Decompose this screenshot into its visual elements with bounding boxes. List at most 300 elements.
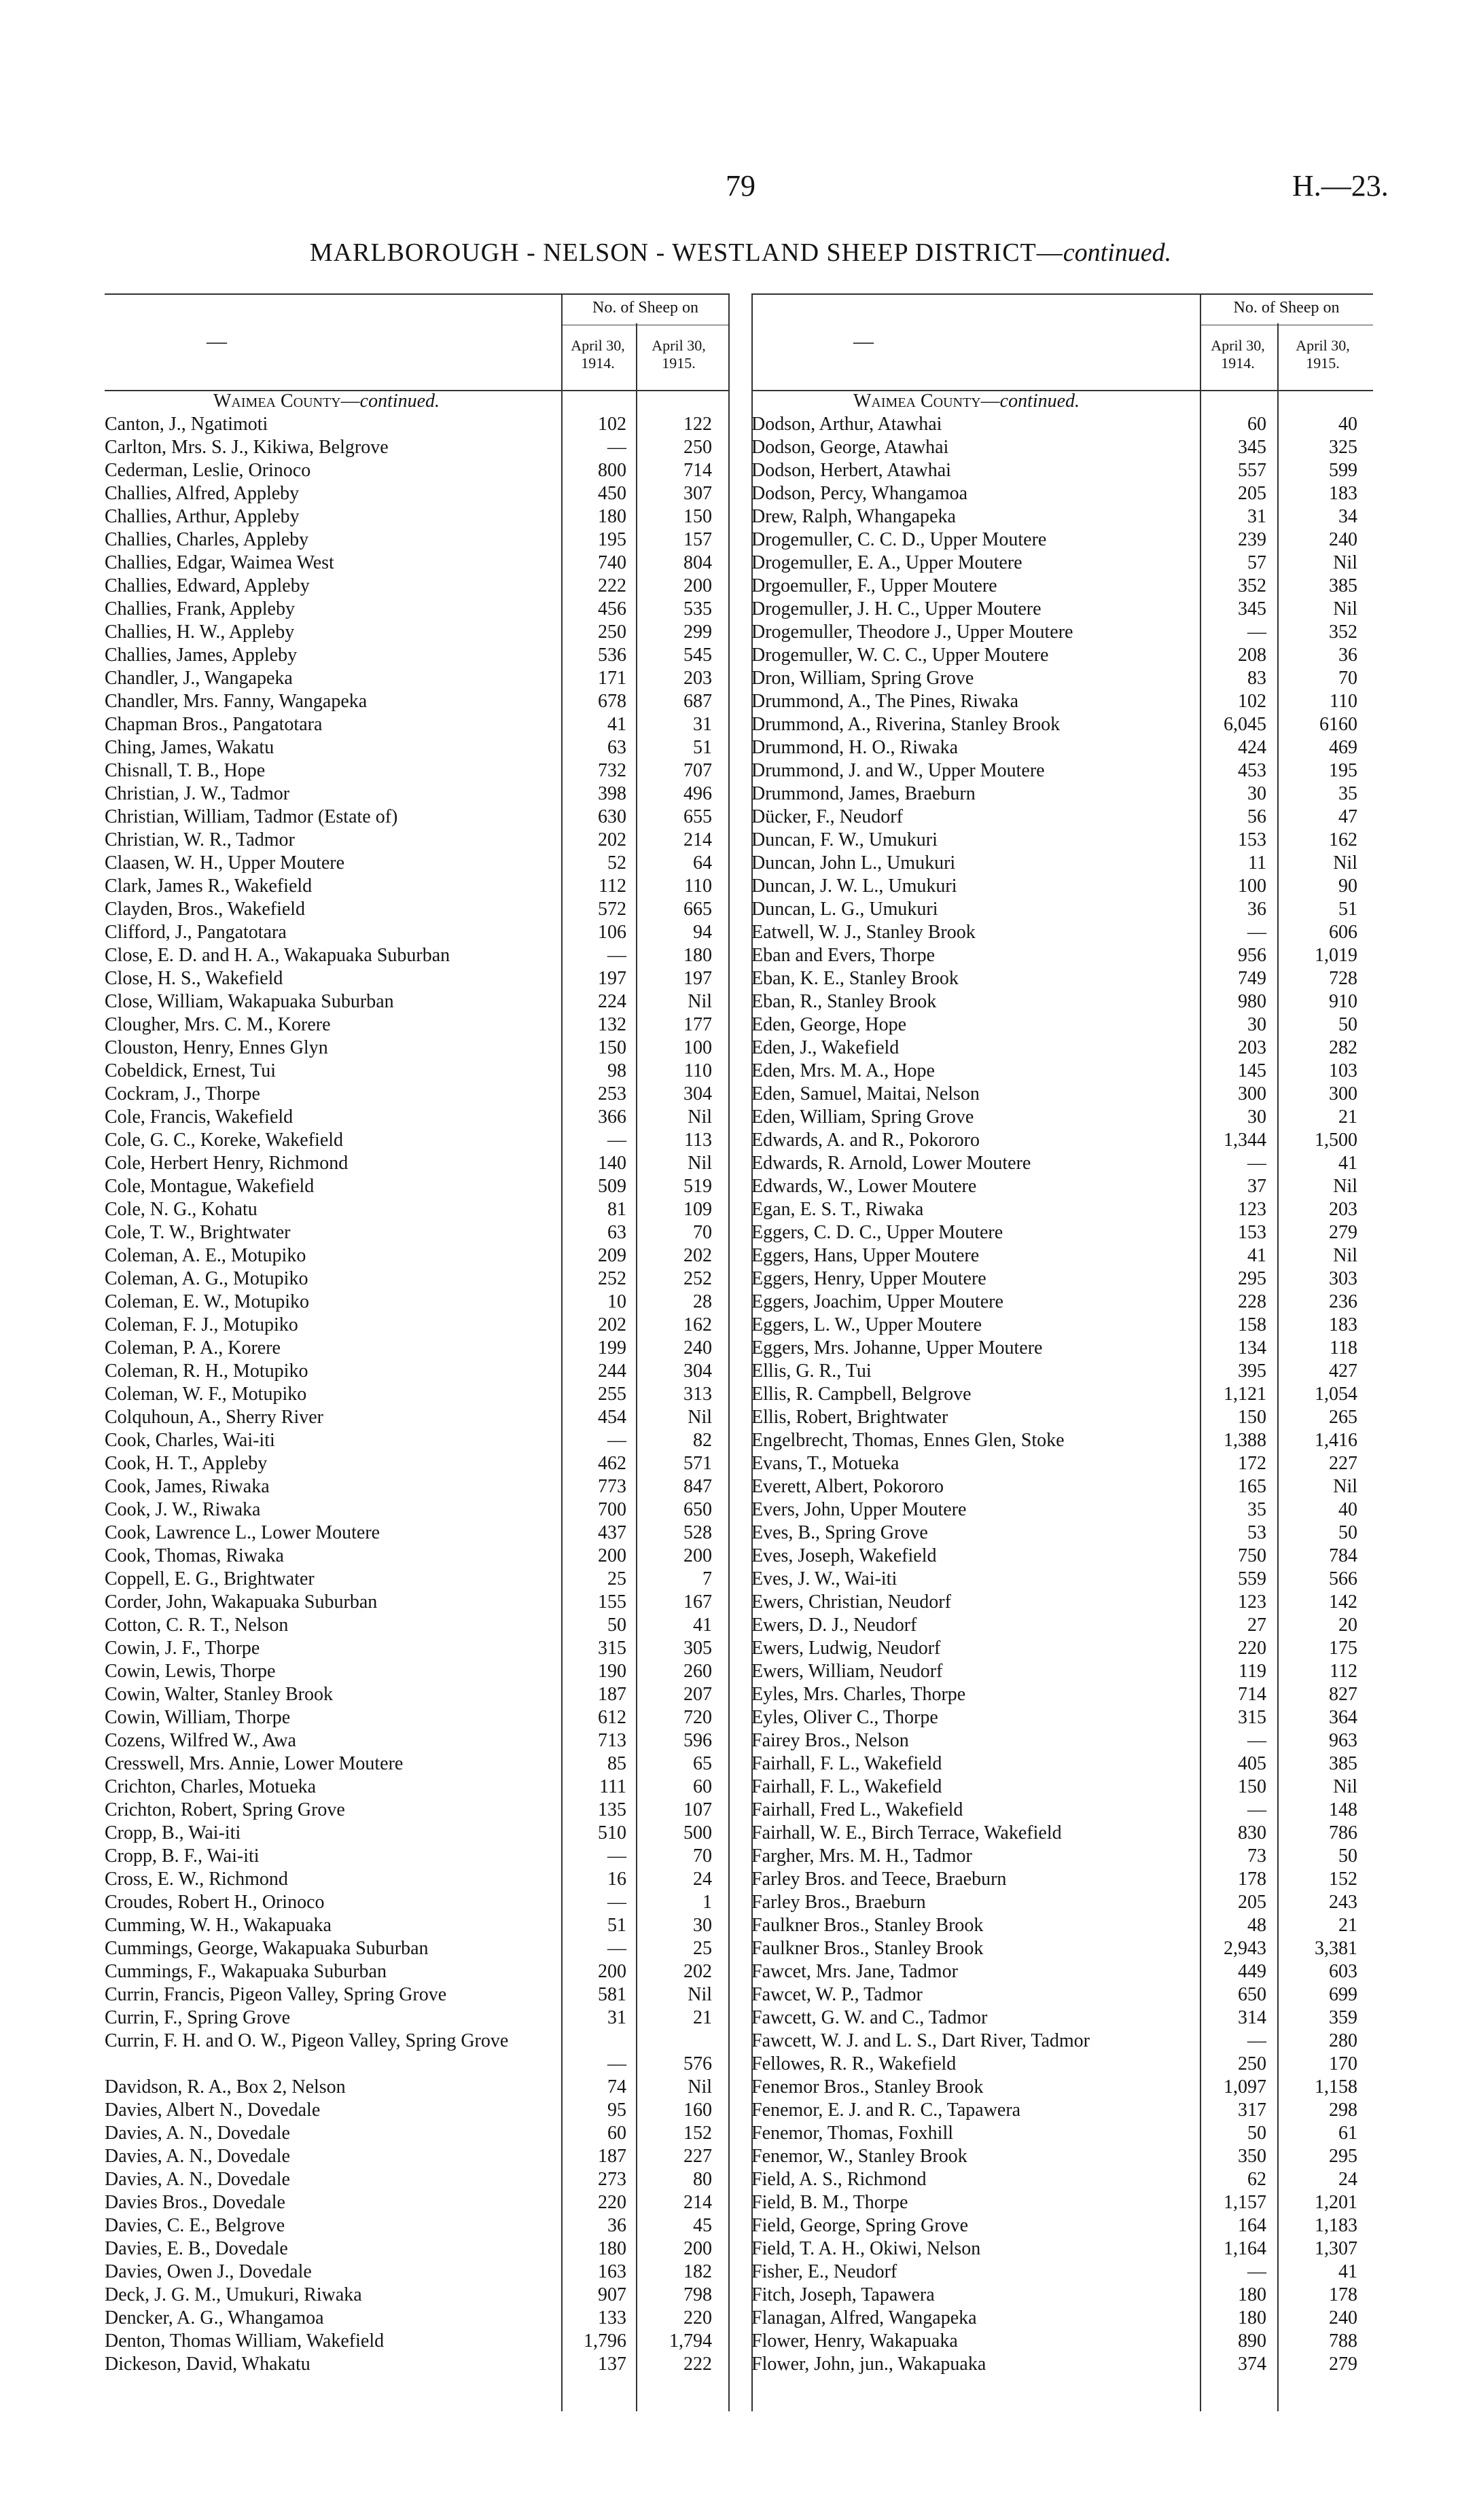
table-row: [751, 1406, 1373, 1429]
right-table: [751, 293, 1373, 2411]
sheep-1914: 187: [598, 2146, 626, 2167]
table-row: [751, 806, 1373, 829]
sheep-1914: 405: [1238, 1753, 1266, 1774]
table-row: [751, 2307, 1373, 2330]
table-row: [751, 1568, 1373, 1591]
table-row: [105, 1891, 730, 1914]
table-row: [751, 575, 1373, 598]
sheep-1914: 220: [598, 2192, 626, 2213]
table-row: [751, 852, 1373, 875]
table-row: [105, 1429, 730, 1452]
sheep-1914: 700: [598, 1499, 626, 1520]
sheep-1914: 273: [598, 2169, 626, 2190]
sheep-1915: 207: [683, 1684, 712, 1705]
table-row: [105, 759, 730, 782]
owner-name: Deck, J. G. M., Umukuri, Riwaka: [105, 2284, 362, 2305]
sheep-1914: 350: [1238, 2146, 1266, 2167]
owner-name: Fitch, Joseph, Tapawera: [751, 2284, 935, 2305]
sheep-1915: 606: [1329, 922, 1357, 943]
sheep-1914: 60: [607, 2123, 626, 2144]
sheep-1914: 650: [1238, 1984, 1266, 2005]
sheep-1915: Nil: [1333, 1776, 1357, 1797]
table-row: [751, 2053, 1373, 2076]
sheep-1915: 118: [1330, 1337, 1357, 1358]
sheep-1914: 190: [598, 1661, 626, 1682]
owner-name: Coleman, R. H., Motupiko: [105, 1361, 308, 1382]
table-row: [105, 2168, 730, 2191]
table-row: [751, 1198, 1373, 1221]
table-row: [751, 2214, 1373, 2237]
table-row: [105, 1314, 730, 1337]
owner-name: Cropp, B. F., Wai-iti: [105, 1846, 260, 1867]
sheep-1914: 31: [1247, 506, 1266, 527]
sheep-1914: 202: [598, 1314, 626, 1335]
owner-name: Cropp, B., Wai-iti: [105, 1822, 241, 1843]
owner-name: Cross, E. W., Richmond: [105, 1869, 288, 1890]
owner-name: Dencker, A. G., Whangamoa: [105, 2307, 324, 2328]
owner-name: Evers, John, Upper Moutere: [751, 1499, 967, 1520]
right-county-suffix: continued.: [999, 391, 1080, 412]
sheep-1915: 240: [1329, 2307, 1357, 2328]
owner-name: Carlton, Mrs. S. J., Kikiwa, Belgrove: [105, 437, 389, 458]
table-row: [751, 1221, 1373, 1244]
sheep-1915: 40: [1338, 414, 1357, 435]
sheep-1915: 177: [683, 1014, 712, 1035]
sheep-1915: 665: [683, 899, 712, 920]
table-row: [751, 1060, 1373, 1083]
owner-name: Cotton, C. R. T., Nelson: [105, 1615, 289, 1636]
table-row: [105, 690, 730, 713]
owner-name: Coleman, A. E., Motupiko: [105, 1245, 306, 1266]
sheep-1915: 788: [1329, 2330, 1357, 2352]
table-row: [105, 829, 730, 852]
sheep-1914: —: [607, 1892, 626, 1913]
sheep-1914: —: [607, 1430, 626, 1451]
table-row: [105, 1914, 730, 1937]
sheep-1915: 162: [683, 1314, 712, 1335]
owner-name: Christian, J. W., Tadmor: [105, 783, 290, 804]
owner-name: Fairhall, W. E., Birch Terrace, Wakefield: [751, 1822, 1062, 1843]
owner-name: Cook, J. W., Riwaka: [105, 1499, 261, 1520]
sheep-1915: Nil: [1333, 852, 1357, 874]
sheep-1915: 34: [1338, 506, 1357, 527]
sheep-1915: 28: [693, 1291, 712, 1312]
owner-name: Eden, George, Hope: [751, 1014, 907, 1035]
sheep-1915: 200: [683, 575, 712, 596]
sheep-1915: 784: [1329, 1545, 1357, 1566]
sheep-1915: 35: [1338, 783, 1357, 804]
table-row: [751, 1267, 1373, 1291]
sheep-1914: 150: [598, 1037, 626, 1058]
owner-name: Ellis, G. R., Tui: [751, 1361, 872, 1382]
sheep-1915: Nil: [688, 991, 712, 1012]
owner-name: Chandler, Mrs. Fanny, Wangapeka: [105, 691, 368, 712]
table-row: [105, 1845, 730, 1868]
sheep-1915: 110: [1330, 691, 1357, 712]
owner-name: Field, George, Spring Grove: [751, 2215, 969, 2236]
owner-name: Close, E. D. and H. A., Wakapuaka Suburban: [105, 945, 450, 966]
table-row: [105, 1244, 730, 1267]
sheep-1915: 180: [683, 945, 712, 966]
owner-name: Close, William, Wakapuaka Suburban: [105, 991, 394, 1012]
owner-name: Edwards, R. Arnold, Lower Moutere: [751, 1153, 1031, 1174]
table-row: [105, 1013, 730, 1037]
table-row: [105, 1360, 730, 1383]
sheep-1915: 41: [1338, 2261, 1357, 2282]
owner-name: Dücker, F., Neudorf: [751, 806, 903, 827]
table-row: [105, 2261, 730, 2284]
owner-name: Currin, F., Spring Grove: [105, 2007, 291, 2028]
owner-name: Eves, J. W., Wai-iti: [751, 1568, 897, 1589]
table-row: [751, 921, 1373, 944]
owner-name: Duncan, John L., Umukuri: [751, 852, 956, 874]
sheep-1914: 135: [598, 1799, 626, 1820]
table-row: [105, 713, 730, 736]
sheep-1915: 305: [683, 1638, 712, 1659]
sheep-1915: 41: [1338, 1153, 1357, 1174]
table-row: [751, 1752, 1373, 1776]
sheep-1915: 25: [693, 1938, 712, 1959]
sheep-1914: 106: [598, 922, 626, 943]
owner-name: Edwards, W., Lower Moutere: [751, 1176, 977, 1197]
table-row: [105, 1706, 730, 1729]
table-row: [751, 1545, 1373, 1568]
table-row: [751, 552, 1373, 575]
sheep-1914: 714: [1238, 1684, 1266, 1705]
table-row: [751, 1914, 1373, 1937]
sheep-1915: 162: [1329, 829, 1357, 850]
sheep-1914: —: [607, 437, 626, 458]
table-row: [105, 1683, 730, 1706]
sheep-1915: 303: [1329, 1268, 1357, 1289]
owner-name: Eatwell, W. J., Stanley Brook: [751, 922, 976, 943]
sheep-1914: 205: [1238, 483, 1266, 504]
owner-name: Coleman, P. A., Korere: [105, 1337, 281, 1358]
sheep-1914: 165: [1238, 1476, 1266, 1497]
table-row: [751, 1106, 1373, 1129]
sheep-1914: 1,157: [1224, 2192, 1266, 2213]
sheep-1915: 170: [1329, 2053, 1357, 2074]
sheep-1914: 180: [1238, 2284, 1266, 2305]
table-row: [751, 436, 1373, 459]
table-row: [105, 1291, 730, 1314]
owner-name: Duncan, J. W. L., Umukuri: [751, 876, 957, 897]
table-row: [105, 1152, 730, 1175]
sheep-1915: 142: [1329, 1591, 1357, 1613]
sheep-1915: 576: [683, 2053, 712, 2074]
sheep-1915: 1: [702, 1892, 712, 1913]
sheep-1914: 1,388: [1224, 1430, 1266, 1451]
owner-name: Field, A. S., Richmond: [751, 2169, 927, 2190]
sheep-1914: 907: [598, 2284, 626, 2305]
sheep-1915: 36: [1338, 645, 1357, 666]
sheep-1915: 50: [1338, 1522, 1357, 1543]
owner-name: Drogemuller, J. H. C., Upper Moutere: [751, 598, 1042, 619]
table-row: [751, 1314, 1373, 1337]
sheep-1915: 469: [1329, 737, 1357, 758]
owner-name: Eggers, C. D. C., Upper Moutere: [751, 1222, 1003, 1243]
sheep-1914: —: [1247, 1730, 1266, 1751]
owner-name: Eden, Samuel, Maitai, Nelson: [751, 1083, 980, 1104]
sheep-1914: —: [607, 2053, 626, 2074]
owner-name: Ewers, Ludwig, Neudorf: [751, 1638, 941, 1659]
table-row: [751, 2006, 1373, 2030]
owner-name: Coleman, A. G., Motupiko: [105, 1268, 308, 1289]
sheep-1914: 250: [1238, 2053, 1266, 2074]
sheep-1915: 45: [693, 2215, 712, 2236]
sheep-1915: 214: [683, 2192, 712, 2213]
owner-name: Drogemuller, E. A., Upper Moutere: [751, 552, 1022, 573]
owner-name: Claasen, W. H., Upper Moutere: [105, 852, 345, 874]
sheep-1914: 60: [1247, 414, 1266, 435]
sheep-1915: 535: [683, 598, 712, 619]
sheep-1915: Nil: [1333, 598, 1357, 619]
table-row: [105, 1060, 730, 1083]
owner-name: Fargher, Mrs. M. H., Tadmor: [751, 1846, 972, 1867]
owner-name: Clifford, J., Pangatotara: [105, 922, 287, 943]
table-row: [751, 598, 1373, 621]
sheep-1915: 279: [1329, 1222, 1357, 1243]
right-rows: [751, 390, 1373, 2376]
owner-name: Cummings, George, Wakapuaka Suburban: [105, 1938, 429, 1959]
sheep-1914: 95: [607, 2100, 626, 2121]
sheep-1915: 100: [683, 1037, 712, 1058]
sheep-1915: 804: [683, 552, 712, 573]
sheep-1914: 395: [1238, 1361, 1266, 1382]
sheep-1914: —: [1247, 1799, 1266, 1820]
table-row: [751, 1683, 1373, 1706]
right-header-group: No. of Sheep on: [1233, 299, 1340, 317]
sheep-1914: 732: [598, 760, 626, 781]
owner-name: Currin, Francis, Pigeon Valley, Spring Grove: [105, 1984, 447, 2005]
owner-name: Cockram, J., Thorpe: [105, 1083, 260, 1104]
sheep-1915: 227: [683, 2146, 712, 2167]
sheep-1914: 300: [1238, 1083, 1266, 1104]
table-row: [105, 736, 730, 759]
sheep-1915: 60: [693, 1776, 712, 1797]
sheep-1915: Nil: [1333, 552, 1357, 573]
table-row: [105, 990, 730, 1013]
sheep-1914: 228: [1238, 1291, 1266, 1312]
sheep-1914: 41: [1247, 1245, 1266, 1266]
owner-name: Clouston, Henry, Ennes Glyn: [105, 1037, 328, 1058]
table-row: [751, 1591, 1373, 1614]
owner-name: Everett, Albert, Pokororo: [751, 1476, 944, 1497]
table-row: [105, 482, 730, 505]
owner-name: Fawcet, Mrs. Jane, Tadmor: [751, 1961, 958, 1982]
sheep-1914: 749: [1238, 968, 1266, 989]
sheep-1914: 102: [1238, 691, 1266, 712]
sheep-1915: 827: [1329, 1684, 1357, 1705]
sheep-1915: 109: [683, 1199, 712, 1220]
sheep-1914: 51: [607, 1915, 626, 1936]
sheep-1914: 366: [598, 1106, 626, 1128]
owner-name: Colquhoun, A., Sherry River: [105, 1407, 323, 1428]
sheep-1914: 2,943: [1224, 1938, 1266, 1959]
sheep-1915: 70: [1338, 668, 1357, 689]
owner-name: Fawcett, G. W. and C., Tadmor: [751, 2007, 988, 2028]
table-row: [105, 1637, 730, 1660]
sheep-1915: 30: [693, 1915, 712, 1936]
table-row: [105, 2122, 730, 2145]
owner-name: Davies, Owen J., Dovedale: [105, 2261, 312, 2282]
owner-name: Chapman Bros., Pangatotara: [105, 714, 323, 735]
table-row: [751, 413, 1373, 436]
sheep-1914: 581: [598, 1984, 626, 2005]
sheep-1915: 227: [1329, 1453, 1357, 1474]
sheep-1914: 62: [1247, 2169, 1266, 2190]
sheep-1915: 352: [1329, 622, 1357, 643]
owner-name: Cowin, Lewis, Thorpe: [105, 1661, 276, 1682]
sheep-1914: 199: [598, 1337, 626, 1358]
sheep-1914: —: [607, 1130, 626, 1151]
table-row: [751, 1083, 1373, 1106]
owner-name: Dodson, Arthur, Atawhai: [751, 414, 942, 435]
sheep-1915: 21: [1338, 1915, 1357, 1936]
table-row: [751, 2353, 1373, 2376]
owner-name: Eden, J., Wakefield: [751, 1037, 900, 1058]
sheep-1915: 50: [1338, 1014, 1357, 1035]
table-row: [751, 1337, 1373, 1360]
owner-name: Cozens, Wilfred W., Awa: [105, 1730, 296, 1751]
table-row: [751, 2330, 1373, 2353]
sheep-1914: 374: [1238, 2354, 1266, 2375]
owner-name: Drogemuller, C. C. D., Upper Moutere: [751, 529, 1047, 550]
sheep-1914: 36: [1247, 899, 1266, 920]
owner-name: Cowin, J. F., Thorpe: [105, 1638, 260, 1659]
sheep-1915: Nil: [1333, 1176, 1357, 1197]
sheep-1915: 1,201: [1315, 2192, 1357, 2213]
sheep-1914: 25: [607, 1568, 626, 1589]
owner-name: Cook, Lawrence L., Lower Moutere: [105, 1522, 380, 1543]
owner-name: Fenemor, W., Stanley Brook: [751, 2146, 967, 2167]
left-header-group: No. of Sheep on: [592, 299, 698, 317]
sheep-1914: 163: [598, 2261, 626, 2282]
sheep-1914: 180: [598, 2238, 626, 2259]
sheep-1915: 80: [693, 2169, 712, 2190]
sheep-1915: 202: [683, 1245, 712, 1266]
sheep-1914: 36: [607, 2215, 626, 2236]
left-header-1914: April 30, 1914.: [571, 337, 625, 372]
sheep-1914: 57: [1247, 552, 1266, 573]
sheep-1914: 557: [1238, 460, 1266, 481]
table-row: [751, 2030, 1373, 2053]
sheep-1915: 243: [1329, 1892, 1357, 1913]
table-row: [105, 1498, 730, 1522]
owner-name: Edwards, A. and R., Pokororo: [751, 1130, 980, 1151]
owner-name: Cederman, Leslie, Orinoco: [105, 460, 311, 481]
sheep-1914: 197: [598, 968, 626, 989]
table-row: [751, 1452, 1373, 1475]
sheep-1914: 980: [1238, 991, 1266, 1012]
owner-name: Coleman, E. W., Motupiko: [105, 1291, 309, 1312]
table-row: [105, 598, 730, 621]
table-row: [105, 667, 730, 690]
sheep-1914: 37: [1247, 1176, 1266, 1197]
sheep-1915: 528: [683, 1522, 712, 1543]
sheep-1915: 240: [683, 1337, 712, 1358]
sheep-1915: Nil: [1333, 1476, 1357, 1497]
sheep-1915: 496: [683, 783, 712, 804]
left-table: [105, 293, 730, 2411]
sheep-1914: 612: [598, 1707, 626, 1728]
owner-name: Challies, Frank, Appleby: [105, 598, 295, 619]
owner-name: Drummond, James, Braeburn: [751, 783, 976, 804]
owner-name: Crichton, Charles, Motueka: [105, 1776, 317, 1797]
sheep-1915: 313: [683, 1384, 712, 1405]
sheep-1914: 180: [598, 506, 626, 527]
sheep-1915: 203: [1329, 1199, 1357, 1220]
sheep-1914: 1,121: [1224, 1384, 1266, 1405]
owner-name: Dodson, Percy, Whangamoa: [751, 483, 968, 504]
sheep-1915: Nil: [1333, 1245, 1357, 1266]
table-row: [751, 1129, 1373, 1152]
owner-name: Christian, William, Tadmor (Estate of): [105, 806, 398, 827]
owner-name: Cook, Charles, Wai-iti: [105, 1430, 275, 1451]
table-row: [751, 1822, 1373, 1845]
sheep-1915: 279: [1329, 2354, 1357, 2375]
owner-name: Corder, John, Wakapuaka Suburban: [105, 1591, 378, 1613]
table-row: [751, 759, 1373, 782]
sheep-1914: 83: [1247, 668, 1266, 689]
sheep-1914: 63: [607, 1222, 626, 1243]
owner-name: Drummond, A., Riverina, Stanley Brook: [751, 714, 1061, 735]
sheep-1915: 65: [693, 1753, 712, 1774]
sheep-1915: 203: [683, 668, 712, 689]
sheep-1915: 1,019: [1315, 945, 1357, 966]
sheep-1914: —: [1247, 1153, 1266, 1174]
sheep-1914: 137: [598, 2354, 626, 2375]
table-row: [105, 644, 730, 667]
owner-name: Christian, W. R., Tadmor: [105, 829, 295, 850]
sheep-1914: —: [1247, 2030, 1266, 2051]
sheep-1914: 449: [1238, 1961, 1266, 1982]
sheep-1915: 152: [683, 2123, 712, 2144]
table-row: [105, 1545, 730, 1568]
sheep-1914: 98: [607, 1060, 626, 1081]
sheep-1914: 11: [1248, 852, 1266, 874]
table-row: [751, 2099, 1373, 2122]
sheep-1915: 650: [683, 1499, 712, 1520]
sheep-1914: 317: [1238, 2100, 1266, 2121]
owner-name: Ewers, Christian, Neudorf: [751, 1591, 951, 1613]
sheep-1915: 178: [1329, 2284, 1357, 2305]
sheep-1915: 385: [1329, 575, 1357, 596]
table-row: [105, 1383, 730, 1406]
owner-name: Davies, C. E., Belgrove: [105, 2215, 285, 2236]
table-row: [751, 2076, 1373, 2099]
owner-name: Eban, R., Stanley Brook: [751, 991, 937, 1012]
sheep-1914: 145: [1238, 1060, 1266, 1081]
sheep-1914: 1,344: [1224, 1130, 1266, 1151]
table-row: [105, 2214, 730, 2237]
sheep-1915: 1,158: [1315, 2076, 1357, 2098]
owner-name: Cobeldick, Ernest, Tui: [105, 1060, 277, 1081]
table-row: [105, 1406, 730, 1429]
sheep-1914: —: [607, 1938, 626, 1959]
table-row: [105, 2076, 730, 2099]
left-county-label: Waimea County—: [213, 391, 360, 412]
sheep-1914: 164: [1238, 2215, 1266, 2236]
table-row: [105, 1591, 730, 1614]
owner-name: Challies, Edgar, Waimea West: [105, 552, 334, 573]
table-row: [105, 2006, 730, 2030]
sheep-1914: 250: [598, 622, 626, 643]
sheep-1915: 910: [1329, 991, 1357, 1012]
owner-name: Drummond, H. O., Riwaka: [751, 737, 959, 758]
owner-name: Chandler, J., Wangapeka: [105, 668, 293, 689]
sheep-1915: 298: [1329, 2100, 1357, 2121]
